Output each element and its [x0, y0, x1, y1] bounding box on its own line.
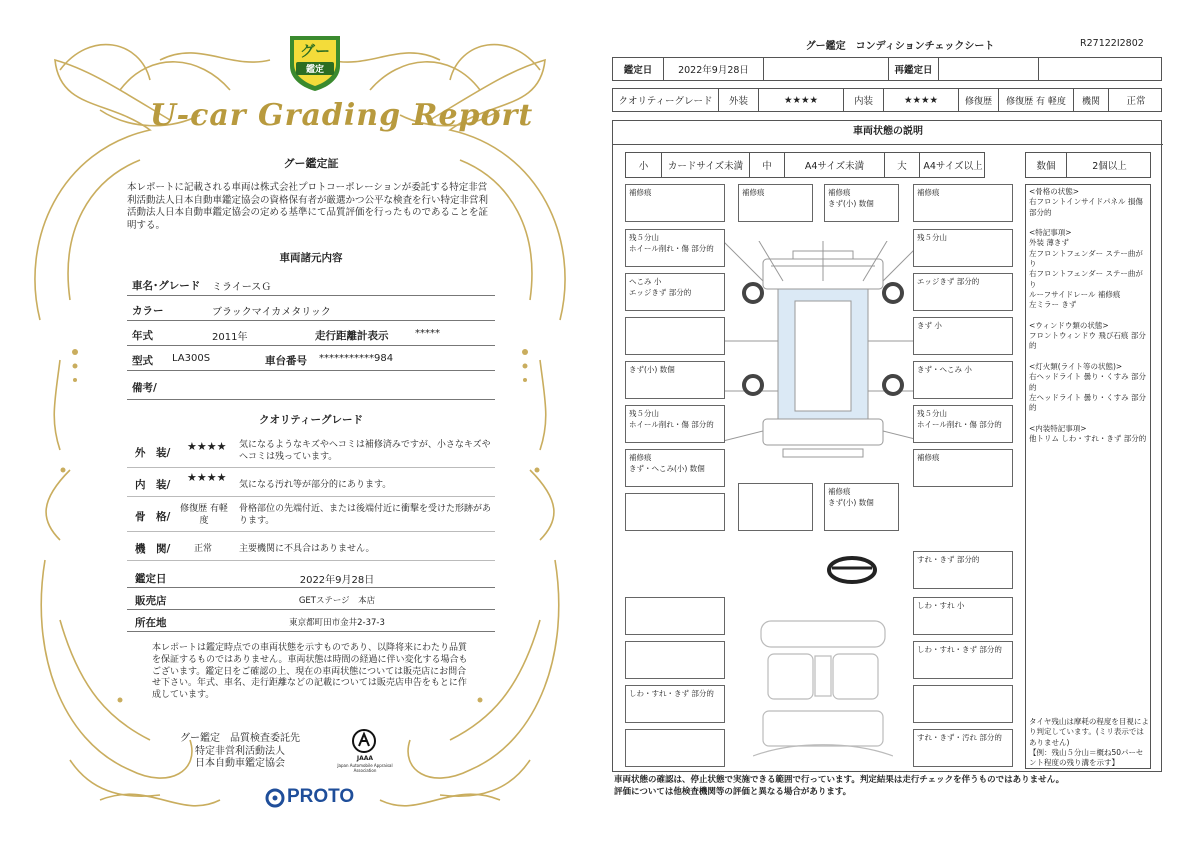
chassis-value: ***********984 — [319, 353, 394, 364]
interior-stars: ★★★★ — [187, 471, 227, 484]
proto-logo — [265, 786, 375, 810]
count-label: 数個 — [1036, 161, 1056, 172]
quality-grade-table — [612, 88, 1162, 112]
date-label: 鑑定日 — [135, 573, 167, 585]
damage-box-hood-right: 補修痕 きず(小) 数個 — [824, 184, 899, 222]
footer-organization — [150, 733, 330, 771]
spec-header: 車両諸元内容 — [279, 252, 343, 264]
interior-box-left-2 — [625, 641, 725, 679]
date-table — [612, 57, 1162, 81]
badge-subtitle: 鑑定 — [296, 62, 334, 75]
frame-label: 骨 格/ — [135, 511, 171, 523]
damage-box-right-front-door: きず 小 — [913, 317, 1013, 355]
footer-line-2: 特定非営利活動法人 — [195, 745, 285, 757]
damage-box-rear-right: 補修痕 きず(小) 数個 — [824, 483, 899, 531]
interior-box-right-2 — [913, 685, 1013, 723]
damage-box-left-front-door — [625, 317, 725, 355]
interior-box-dashboard: しわ・すれ 小 — [913, 597, 1013, 635]
color-value: ブラックマイカメタリック — [212, 307, 331, 318]
goo-kantei-badge — [286, 30, 344, 92]
proto-mark-icon — [265, 788, 285, 808]
report-title: U-car Grading Report — [150, 98, 534, 133]
engine-text: 主要機関に不具合はありません。 — [239, 544, 375, 554]
damage-box-front-right-corner: 補修痕 — [913, 184, 1013, 222]
grade-row-interior — [127, 469, 495, 497]
damage-box-rear-left — [625, 493, 725, 531]
size-large-desc: A4サイズ以上 — [919, 153, 986, 177]
car-interior-diagram — [753, 616, 893, 766]
spec-row-year — [127, 322, 495, 346]
damage-box-front-right-wheel: 残５分山 — [913, 229, 1013, 267]
color-label: カラー — [132, 305, 164, 317]
sheet-title: グー鑑定 コンディションチェックシート — [805, 41, 995, 52]
exterior-label: 外 装/ — [135, 447, 171, 459]
car-exterior-diagram — [723, 241, 923, 481]
redate-value — [938, 58, 1038, 80]
damage-box-rear-left-wheel: 残５分山 ホイール削れ・傷 部分的 — [625, 405, 725, 443]
certificate-subtitle: グー鑑定証 — [283, 157, 339, 170]
emblem-icon — [351, 728, 377, 754]
mileage-value: ***** — [415, 328, 440, 339]
interior-box-steering: すれ・きず 部分的 — [913, 551, 1013, 589]
notes-text: <骨格の状態> 右フロントインサイドパネル 損傷 部分的 <特記事項> 外装 薄きず 左フロントフェンダー ステー曲がり 右フロントフェンダー ステー曲がり ルーフサイドレール 補修痕 左ミラー きず <ウィンドウ類の状態> フロントウィンドウ 飛び石痕 部分的 <灯火類(ライト等の状態)> 右ヘッドライト 曇り・くすみ 部分的 左ヘッドライト 曇り・くすみ 部分的 <内装特記事項> 他トリム しわ・すれ・きず 部分的 — [1029, 187, 1147, 444]
certificate-disclaimer: 本レポートは鑑定時点での車両状態を示すものであり、以降将来にわたり品質を保証するものではありません。車両状態は時間の経過に伴い変化する場合もございます。鑑定日をご確認の上、現在の車両状態については販売店にお問合せ下さい。年式、車名、走行距離などの記載については販売店申告をもとに作成しています。 — [152, 643, 468, 701]
size-legend — [625, 152, 985, 178]
spec-row-remarks — [127, 372, 495, 400]
interior-box-left-seat: しわ・すれ・きず 部分的 — [625, 685, 725, 723]
name-value: ミライースＧ — [212, 282, 272, 293]
grade-row-frame — [127, 498, 495, 532]
ext-stars: ★★★★ — [758, 89, 843, 111]
sheet-code: R27122I2802 — [1080, 38, 1144, 49]
redate-empty-cell — [1038, 58, 1163, 80]
interior-box-left-1 — [625, 597, 725, 635]
address-row — [127, 610, 495, 632]
engine-value: 正常 — [194, 544, 213, 554]
sheet-date-value: 2022年9月28日 — [663, 58, 763, 80]
size-medium: 中 — [749, 153, 784, 177]
damage-box-hood-left: 補修痕 — [738, 184, 813, 222]
jaaa-logo — [335, 728, 395, 778]
damage-box-right-quarter: 補修痕 — [913, 449, 1013, 487]
size-small: 小 — [638, 161, 649, 172]
frame-text: 骨格部位の先端付近、または後端付近に衝撃を受けた形跡があります。 — [239, 504, 492, 526]
exterior-text: 気になるようなキズやヘコミは補修済みですが、小さなキズやヘコミは残っています。 — [239, 440, 491, 462]
spec-row-name — [127, 272, 495, 296]
address-value: 東京都町田市金井2-37-3 — [289, 618, 385, 628]
steering-wheel-icon — [826, 554, 878, 586]
int-stars: ★★★★ — [883, 89, 958, 111]
damage-box-left-quarter: 補修痕 きず・へこみ(小) 数個 — [625, 449, 725, 487]
size-medium-desc: A4サイズ未満 — [784, 153, 884, 177]
repair-label: 修復歴 — [958, 89, 998, 111]
redate-label: 再鑑定日 — [888, 58, 938, 80]
chassis-label: 車台番号 — [265, 355, 307, 367]
damage-box-left-rear-door: きず(小) 数個 — [625, 361, 725, 399]
sheet-engine-value: 正常 — [1108, 89, 1163, 111]
date-row — [127, 566, 495, 588]
mileage-label: 走行距離計表示 — [315, 330, 389, 342]
address-label: 所在地 — [135, 617, 167, 629]
dealer-value: GETステージ 本店 — [298, 596, 376, 606]
engine-label: 機 関/ — [135, 543, 171, 555]
date-empty-cell — [763, 58, 888, 80]
sheet-footnote-2: 評価については他検査機関等の評価と異なる場合があります。 — [614, 787, 852, 797]
section-title: 車両状態の説明 — [613, 121, 1163, 145]
repair-value: 修復歴 有 軽度 — [998, 89, 1073, 111]
dealer-row — [127, 588, 495, 610]
interior-label: 内 装/ — [135, 479, 171, 491]
dealer-label: 販売店 — [135, 595, 167, 607]
damage-box-rear-center — [738, 483, 813, 531]
damage-box-right-rear-door: きず・へこみ 小 — [913, 361, 1013, 399]
interior-text: 気になる汚れ等が部分的にあります。 — [239, 480, 392, 490]
interior-box-front-seat: しわ・すれ・きず 部分的 — [913, 641, 1013, 679]
qg-label: クオリティーグレード — [618, 96, 713, 107]
name-label: 車名･グレード — [132, 280, 201, 292]
year-label: 年式 — [132, 330, 153, 342]
model-label: 型式 — [132, 355, 153, 367]
damage-box-rear-right-wheel: 残５分山 ホイール削れ・傷 部分的 — [913, 405, 1013, 443]
condition-section — [612, 120, 1162, 772]
year-value: 2011年 — [212, 332, 248, 343]
condition-check-sheet — [600, 0, 1200, 848]
sheet-date-label: 鑑定日 — [623, 65, 653, 76]
size-small-desc: カードサイズ未満 — [661, 153, 749, 177]
frame-value: 修復歴 有軽度 — [180, 504, 228, 526]
interior-box-left-3 — [625, 729, 725, 767]
jaaa-text: JAAA — [356, 755, 374, 762]
proto-text: PROTO — [287, 786, 355, 807]
sheet-engine-label: 機関 — [1073, 89, 1108, 111]
spec-row-color — [127, 297, 495, 321]
date-value: 2022年9月28日 — [299, 575, 375, 586]
quality-header: クオリティーグレード — [259, 414, 363, 426]
count-value: 2個以上 — [1066, 153, 1152, 177]
spec-row-model — [127, 347, 495, 371]
damage-box-right-fender: エッジきず 部分的 — [913, 273, 1013, 311]
grade-row-exterior — [127, 434, 495, 468]
badge-title: グー — [299, 42, 330, 60]
ext-label: 外装 — [718, 89, 758, 111]
tire-note: タイヤ残山は摩耗の程度を目視により判定しています。(ミリ表示ではありません) 【例：残山５分山＝概ね50パーセント程度の残り溝を示す】 — [1029, 717, 1149, 768]
grade-row-engine — [127, 533, 495, 561]
jaaa-subtitle: Japan Automobile Appraisal Association — [337, 763, 393, 773]
damage-box-front-left-wheel: 残５分山 ホイール削れ・傷 部分的 — [625, 229, 725, 267]
damage-box-front-left-corner: 補修痕 — [625, 184, 725, 222]
size-large: 大 — [884, 153, 919, 177]
model-value: LA300S — [172, 353, 211, 364]
notes-panel — [1025, 184, 1151, 769]
count-legend — [1025, 152, 1151, 178]
footer-line-3: 日本自動車鑑定協会 — [195, 758, 285, 769]
remarks-label: 備考/ — [132, 382, 157, 394]
exterior-stars: ★★★★ — [187, 440, 227, 453]
sheet-footnote-1: 車両状態の確認は、停止状態で実施できる範囲で行っています。判定結果は走行チェックを伴うものではありません。 — [614, 775, 1065, 785]
footer-line-1: グー鑑定 品質検査委託先 — [180, 733, 300, 744]
int-label: 内装 — [843, 89, 883, 111]
interior-box-rear-seat: すれ・きず・汚れ 部分的 — [913, 729, 1013, 767]
damage-box-left-fender: へこみ 小 エッジきず 部分的 — [625, 273, 725, 311]
certificate-intro: 本レポートに記載される車両は株式会社プロトコーポレーションが委託する特定非営利活動法人日本自動車鑑定協会の資格保有者が厳選かつ公平な検査を行い特定非営利活動法人日本自動車鑑定協会の定める基準にて品質評価を行ったものであることを証明する。 — [127, 182, 489, 231]
